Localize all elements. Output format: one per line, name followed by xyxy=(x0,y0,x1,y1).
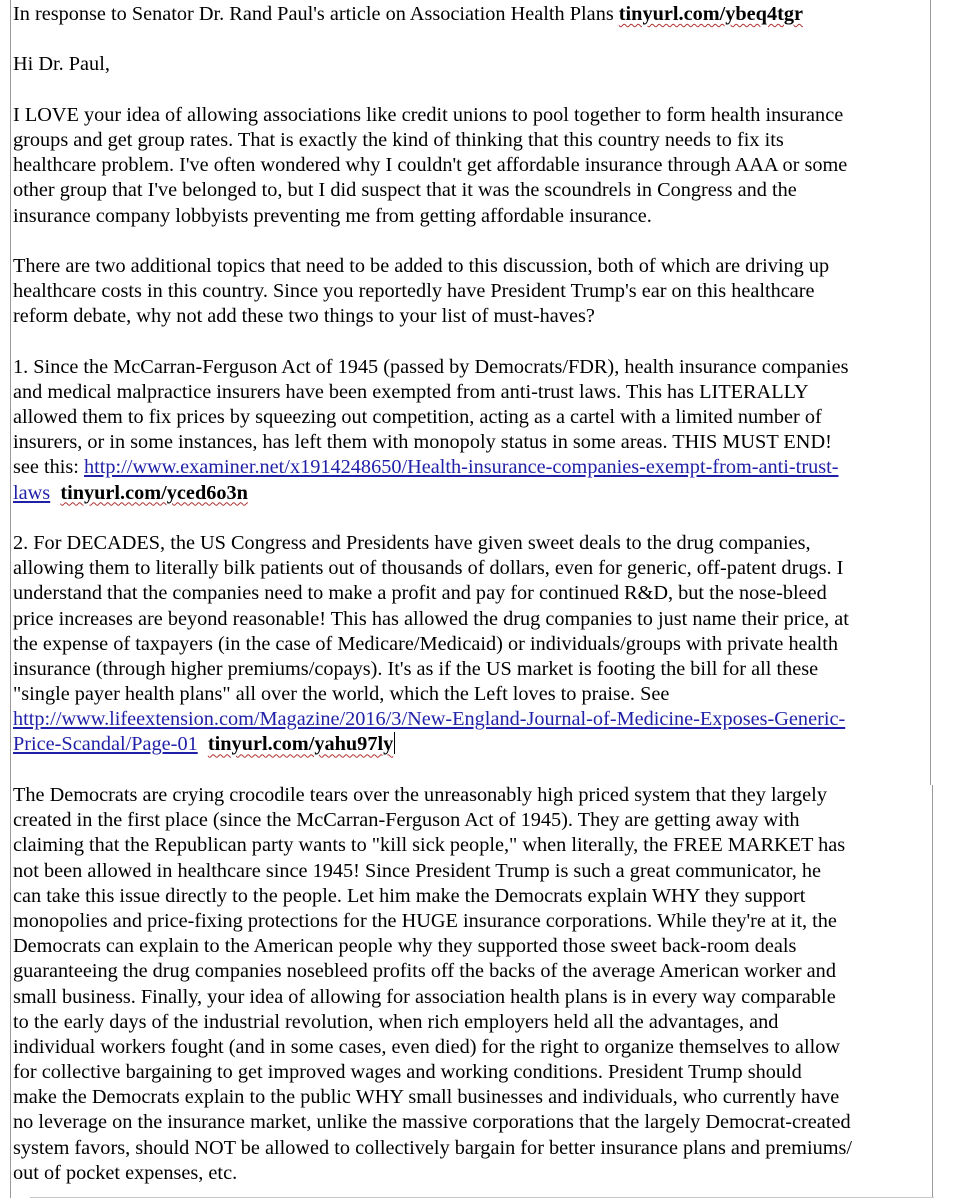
point-2-line: understand that the companies need to make a profit and pay for continued R&D, but the nose-bleed xyxy=(13,582,827,605)
examiner-link[interactable]: http://www.examiner.net/x1914248650/Health-insurance-companies-exempt-from-anti-trust- xyxy=(83,456,839,479)
point-2-link-line xyxy=(13,707,943,732)
lifeextension-link-continued[interactable]: Price-Scandal/Page-01 xyxy=(13,733,198,756)
point-2-line: the expense of taxpayers (in the case of Medicare/Medicaid) or individuals/groups with private health xyxy=(13,632,839,655)
closing-line: The Democrats are crying crocodile tears over the unreasonably high priced system that they largely xyxy=(13,784,827,806)
frame-left-border xyxy=(10,0,11,1198)
closing-line: monopolies and price-fixing protections for the HUGE insurance corporations. While they're at it, the xyxy=(13,909,837,932)
blank-line xyxy=(13,78,943,103)
heading-short-link[interactable]: tinyurl.com/ybeq4tgr xyxy=(618,3,804,25)
closing-line: claiming that the Republican party wants to "kill sick people," when literally, the FREE MARKET has xyxy=(13,834,846,857)
point-1-link-line xyxy=(13,455,943,480)
point-1-line: allowed them to fix prices by squeezing out competition, acting as a cartel with a limited number of xyxy=(13,406,822,428)
paragraph-1-line: I LOVE your idea of allowing associations like credit unions to pool together to form health insurance xyxy=(13,103,844,126)
closing-line: not been allowed in healthcare since 1945! Since President Trump is such a great communicator, he xyxy=(13,859,821,882)
closing-line: created in the first place (since the McCarran-Ferguson Act of 1945). They are getting away with xyxy=(13,809,800,832)
closing-line: for collective bargaining to get improved wages and working conditions. President Trump should xyxy=(13,1061,802,1084)
point-2-line: insurance (through higher premiums/copays). It's as if the US market is footing the bill for all these xyxy=(13,657,819,680)
closing-line: small business. Finally, your idea of allowing for association health plans is in every way comparable xyxy=(13,985,836,1008)
point-2-line: price increases are beyond reasonable! This has allowed the drug companies to just name their price, at xyxy=(13,607,849,630)
text-cursor xyxy=(394,732,395,754)
paragraph-1-line: healthcare problem. I've often wondered why I couldn't get affordable insurance through AAA or some xyxy=(13,154,848,177)
closing-line: to the early days of the industrial revolution, when rich employers held all the advantages, and xyxy=(13,1010,779,1033)
document-body-upper[interactable] xyxy=(13,2,943,758)
blank-line xyxy=(13,229,943,254)
frame-bottom-border xyxy=(30,1197,934,1198)
paragraph-2-line: healthcare costs in this country. Since you reportedly have President Trump's ear on this healthcare xyxy=(13,280,815,303)
point-1-line: and medical malpractice insurers have been exempted from anti-trust laws. This has LITERALLY xyxy=(13,380,809,403)
heading-text: In response to Senator Dr. Rand Paul's article on Association Health Plans xyxy=(13,3,619,25)
closing-line: guaranteeing the drug companies nosebleed profits off the backs of the average American worker and xyxy=(13,960,836,983)
greeting: Hi Dr. Paul, xyxy=(13,53,110,76)
closing-line: make the Democrats explain to the public WHY small businesses and individuals, who currently have xyxy=(13,1086,840,1109)
point-1-line: 1. Since the McCarran-Ferguson Act of 1945 (passed by Democrats/FDR), health insurance companies xyxy=(13,355,849,378)
heading-line xyxy=(13,2,943,27)
closing-line: system favors, should NOT be allowed to collectively bargain for better insurance plans and premiums/ xyxy=(13,1136,853,1159)
point-1-short-link[interactable]: tinyurl.com/yced6o3n xyxy=(60,481,248,504)
closing-line: Democrats can explain to the American people why they supported those sweet back-room deals xyxy=(13,935,797,958)
point-2-line: 2. For DECADES, the US Congress and Presidents have given sweet deals to the drug companies, xyxy=(13,531,811,554)
point-2-line: "single payer health plans" all over the world, which the Left loves to praise. See xyxy=(13,683,670,706)
point-2-line: allowing them to literally bilk patients out of thousands of dollars, even for generic, off-patent drugs. I xyxy=(13,557,844,580)
paragraph-1-line: other group that I've belonged to, but I did suspect that it was the scoundrels in Congress and the xyxy=(13,179,797,202)
examiner-link-continued[interactable]: laws xyxy=(13,481,51,504)
point-2-short-link[interactable]: tinyurl.com/yahu97ly xyxy=(207,733,394,756)
blank-line xyxy=(13,506,943,531)
paragraph-2-line: reform debate, why not add these two things to your list of must-haves? xyxy=(13,305,595,328)
paragraph-2-line: There are two additional topics that need to be added to this discussion, both of which are driving up xyxy=(13,254,830,277)
closing-line: no leverage on the insurance market, unlike the massive corporations that the largely Democrat-created xyxy=(13,1111,851,1134)
point-1-link-line-2 xyxy=(13,481,943,506)
closing-line: individual workers fought (and in some cases, even died) for the right to organize themselves to allow xyxy=(13,1035,840,1058)
closing-line: can take this issue directly to the people. Let him make the Democrats explain WHY they support xyxy=(13,884,806,907)
paragraph-1-line: groups and get group rates. That is exactly the kind of thinking that this country needs to fix its xyxy=(13,128,784,151)
blank-line xyxy=(13,329,943,354)
blank-line xyxy=(13,27,943,52)
point-1-line: insurers, or in some instances, has left them with monopoly status in some areas. THIS MUST END! xyxy=(13,431,832,454)
paragraph-1-line: insurance company lobbyists preventing me from getting affordable insurance. xyxy=(13,204,652,227)
closing-line: out of pocket expenses, etc. xyxy=(13,1161,238,1184)
lifeextension-link[interactable]: http://www.lifeextension.com/Magazine/2016/3/New-England-Journal-of-Medicine-Exposes-Generic- xyxy=(13,708,846,731)
see-this-label: see this: xyxy=(13,456,84,479)
document-body-lower[interactable] xyxy=(13,783,943,1186)
point-2-link-line-2 xyxy=(13,732,943,757)
